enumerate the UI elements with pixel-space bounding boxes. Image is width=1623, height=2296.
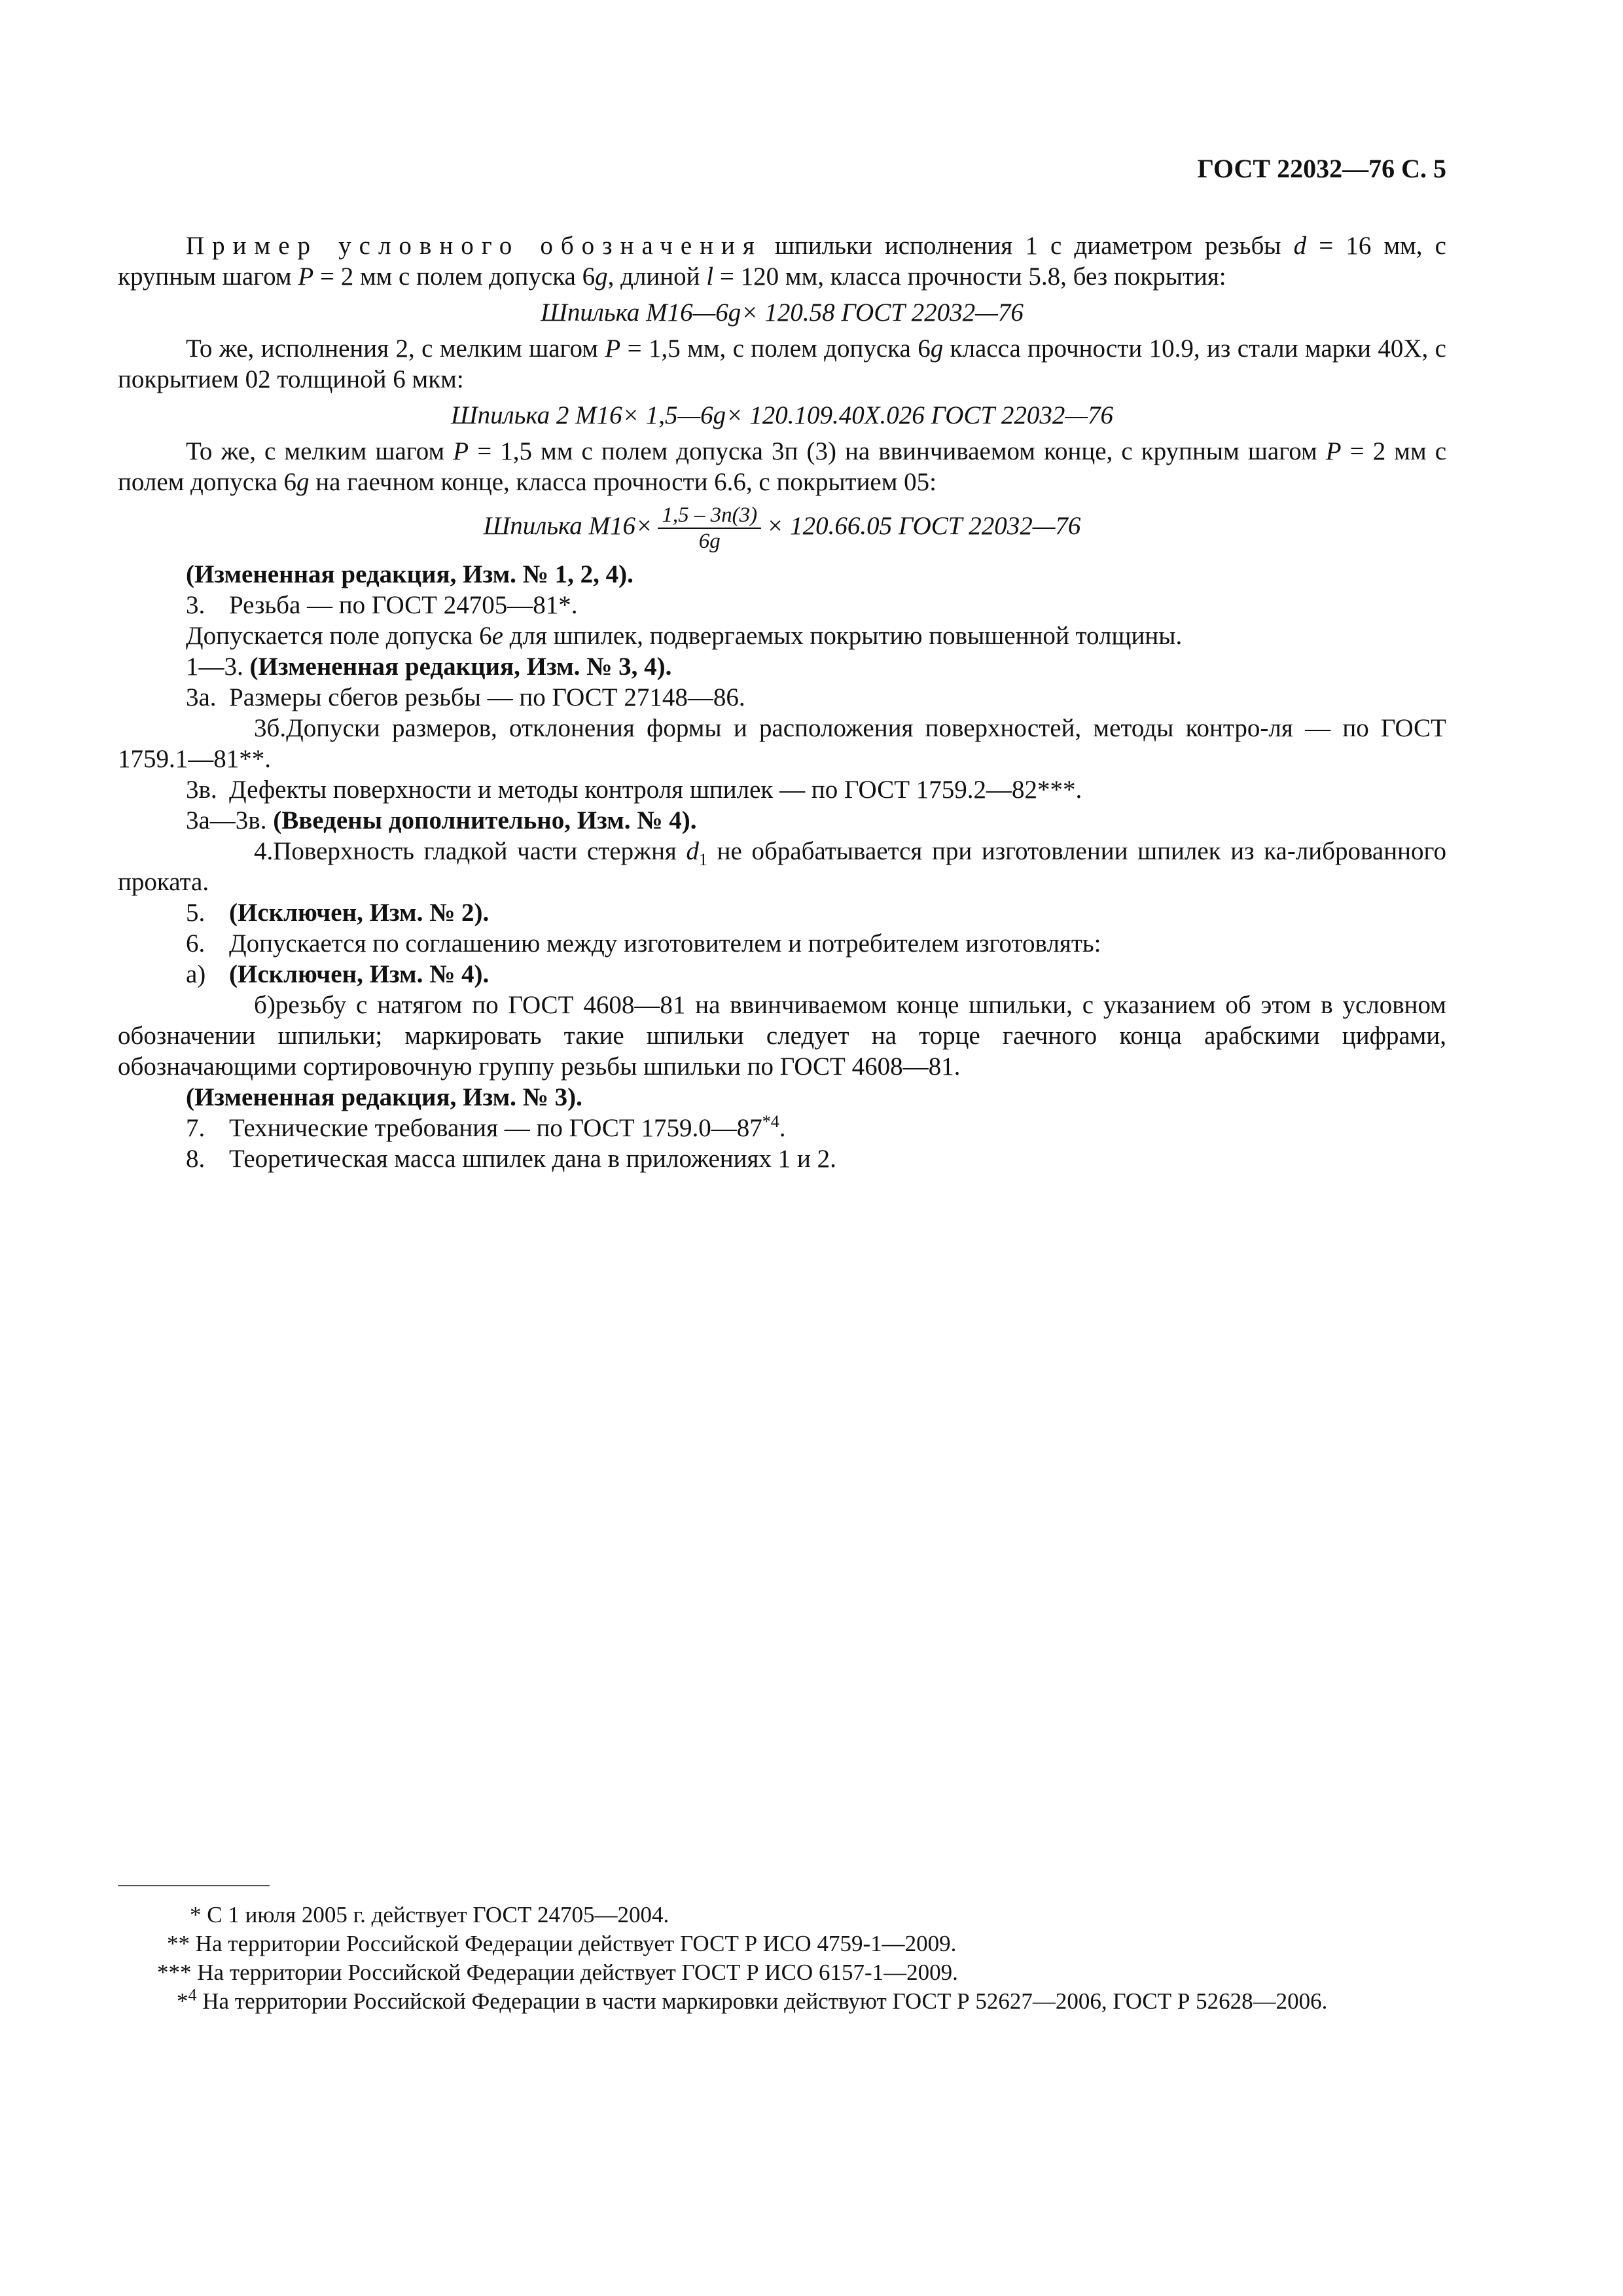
clause-4: 4.Поверхность гладкой части стержня $d_1$ не обрабатывается при изготовлении шпилек из ка-либрованного проката. — [118, 837, 1447, 896]
clause-3a: 3а. Размеры сбегов резьбы — по ГОСТ 27148—86. — [186, 683, 745, 711]
designation-example-paragraph: Пример условного обозначения шпильки исполнения 1 с диаметром резьбы d = 16 мм, с крупным шагом P = 2 мм с полем допуска 6g, длиной l = 120 мм, класса прочности 5.8, без покрытия: — [118, 232, 1446, 291]
clause-3a-3v-amendment: 3а—3в. (Введены дополнительно, Изм. № 4). — [186, 806, 697, 834]
clause-5: 5. (Исключен, Изм. № 2). — [186, 899, 490, 927]
footnote-divider — [118, 1885, 270, 1886]
clause-8: 8. Теоретическая масса шпилек дана в приложениях 1 и 2. — [186, 1145, 836, 1173]
footnote-4: *$^4$ На территории Российской Федерации в части маркировки действуют ГОСТ Р 52627—2006, ГОСТ Р 52628—2006. — [177, 1985, 1328, 2014]
amendment-note: (Измененная редакция, Изм. № 1, 2, 4). — [186, 560, 633, 588]
formula-fraction: $\frac{1,5 - 3n(3)}{6g}$ — [658, 503, 761, 554]
clause-3v: 3в. Дефекты поверхности и методы контроля шпилек — по ГОСТ 1759.2—82***. — [186, 776, 1082, 804]
clause-7: 7. Технические требования — по ГОСТ 1759.0—87$^{*4}$. — [186, 1112, 786, 1142]
footnotes — [118, 1885, 1446, 2016]
clause-3: 3. Резьба — по ГОСТ 24705—81*. — [186, 591, 578, 619]
clause-3b: 3б.Допуски размеров, отклонения формы и расположения поверхностей, методы контро-ля — по ГОСТ 1759.1—81**. — [118, 714, 1446, 773]
fine-pitch-paragraph: То же, исполнения 2, с мелким шагом P = 1,5 мм, с полем допуска 6g класса прочности 10.9, из стали марки 40Х, с покрытием 02 толщиной 6 мкм: — [118, 334, 1446, 393]
designation-formula-2: Шпилька 2 М16× 1,5—6g× 120.109.40Х.026 ГОСТ 22032—76 — [450, 401, 1114, 429]
document-body — [118, 230, 1446, 1174]
clause-1-3-amendment: 1—3. (Измененная редакция, Изм. № 3, 4). — [186, 653, 672, 681]
designation-formula-1: Шпилька М16—6g× 120.58 ГОСТ 22032—76 — [541, 298, 1024, 327]
footnote-2: ** На территории Российской Федерации действует ГОСТ Р ИСО 4759-1—2009. — [167, 1931, 957, 1956]
footnote-1: * С 1 июля 2005 г. действует ГОСТ 24705—2004. — [190, 1902, 669, 1928]
amendment-note-3: (Измененная редакция, Изм. № 3). — [186, 1083, 582, 1111]
footnote-3: *** На территории Российской Федерации действует ГОСТ Р ИСО 6157-1—2009. — [157, 1960, 958, 1985]
clause-6: 6. Допускается по соглашению между изготовителем и потребителем изготовлять: — [186, 929, 1101, 958]
page-header: ГОСТ 22032—76 С. 5 — [1197, 154, 1446, 183]
mixed-pitch-paragraph: То же, с мелким шагом P = 1,5 мм с полем допуска 3п (3) на ввинчиваемом конце, с крупным шагом P = 2 мм с полем допуска 6g на гаечном конце, класса прочности 6.6, с покрытием 05: — [118, 437, 1446, 496]
clause-6a: а) (Исключен, Изм. № 4). — [186, 960, 490, 988]
designation-formula-3: Шпилька М16× $\frac{1,5 - 3n(3)}{6g}$ × 120.66.05 ГОСТ 22032—76 — [483, 503, 1081, 553]
clause-3-allowance: Допускается поле допуска 6e для шпилек, подвергаемых покрытию повышенной толщины. — [186, 622, 1183, 650]
clause-6b: б)резьбу с натягом по ГОСТ 4608—81 на ввинчиваемом конце шпильки, с указанием об этом в условном обозначении шпильки; маркировать такие шпильки следует на торце гаечного конца арабскими цифрами, обозначающими сортировочную группу резьбы шпильки по ГОСТ 4608—81. — [118, 991, 1446, 1081]
